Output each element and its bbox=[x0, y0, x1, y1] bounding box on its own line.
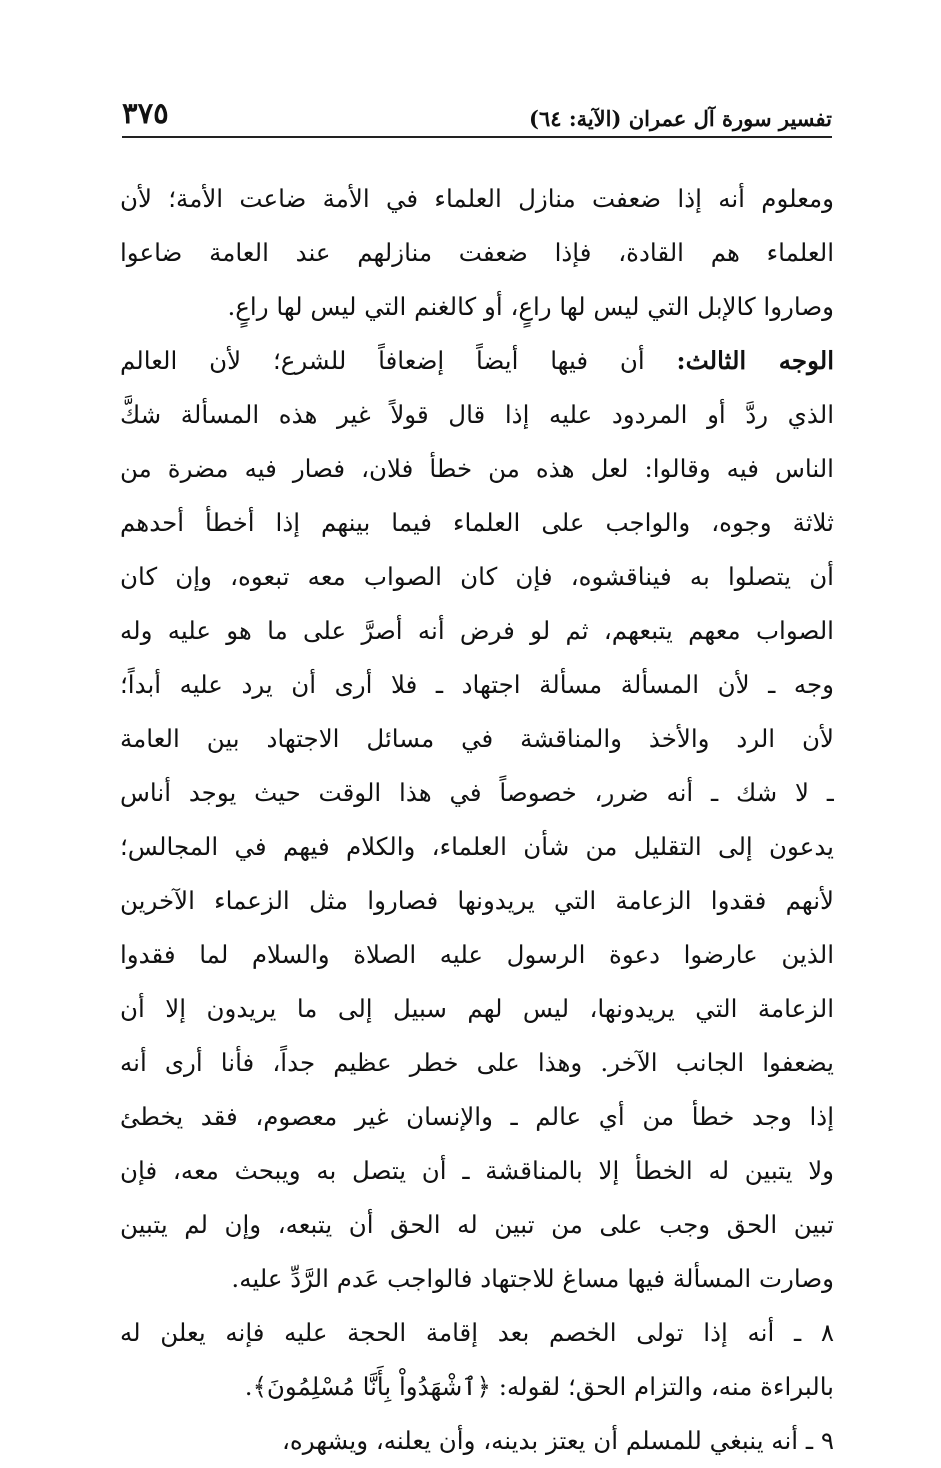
text-line: تبين الحق وجب على من تبين له الحق أن يتبعه، وإن لم يتبين bbox=[120, 1210, 834, 1239]
text-line: أن يتصلوا به فيناقشوه، فإن كان الصواب معه تبعوه، وإن كان bbox=[120, 562, 834, 591]
text-line: يدعون إلى التقليل من شأن العلماء، والكلام فيهم في المجالس؛ bbox=[120, 832, 834, 861]
text-line: ٨ ـ أنه إذا تولى الخصم بعد إقامة الحجة عليه فإنه يعلن له bbox=[120, 1318, 834, 1347]
text-line: العلماء هم القادة، فإذا ضعفت منازلهم عند العامة ضاعوا bbox=[120, 238, 834, 267]
text-span: . bbox=[244, 1372, 253, 1401]
text-line: لأنهم فقدوا الزعامة التي يريدونها فصاروا مثل الزعماء الآخرين bbox=[120, 886, 834, 915]
text-line: الذي ردَّ أو المردود عليه إذا قال قولاً غير هذه المسألة شكَّ bbox=[120, 400, 834, 429]
page-number: ٣٧٥ bbox=[122, 96, 169, 130]
text-line: لأن الرد والأخذ والمناقشة في مسائل الاجتهاد بين العامة bbox=[120, 724, 834, 753]
text-line: ٩ ـ أنه ينبغي للمسلم أن يعتز بدينه، وأن يعلنه، ويشهره، bbox=[281, 1426, 834, 1455]
text-line: وجه ـ لأن المسألة مسألة اجتهاد ـ فلا أرى أن يرد عليه أبداً؛ bbox=[120, 670, 834, 699]
text-line: الصواب معهم يتبعهم، ثم لو فرض أنه أصرَّ على ما هو عليه وله bbox=[120, 616, 834, 645]
text-line bbox=[120, 1360, 834, 1414]
page-header bbox=[122, 92, 832, 138]
text-line: الذين عارضوا دعوة الرسول عليه الصلاة والسلام لما فقدوا bbox=[120, 940, 834, 969]
text-line: ومعلوم أنه إذا ضعفت منازل العلماء في الأمة ضاعت الأمة؛ لأن bbox=[120, 184, 834, 213]
section-heading: الوجه الثالث: bbox=[676, 346, 834, 375]
text-line: الناس فيه وقالوا: لعل هذه من خطأ فلان، فصار فيه مضرة من bbox=[120, 454, 834, 483]
text-line: ثلاثة وجوه، والواجب على العلماء فيما بينهم إذا أخطأ أحدهم bbox=[120, 508, 834, 537]
text-span: أن فيها أيضاً إضعافاً للشرع؛ لأن العالم bbox=[120, 346, 677, 375]
text-line: ولا يتبين له الخطأ إلا بالمناقشة ـ أن يتصل به ويبحث معه، فإن bbox=[120, 1156, 834, 1185]
text-span: بالبراءة منه، والتزام الحق؛ لقوله: bbox=[491, 1372, 834, 1401]
text-line: وصارت المسألة فيها مساغ للاجتهاد فالواجب عَدم الرَّدِّ عليه. bbox=[231, 1264, 834, 1293]
page-body bbox=[120, 172, 834, 1468]
text-line: ـ لا شك ـ أنه ضرر، خصوصاً في هذا الوقت حيث يوجد أناس bbox=[120, 778, 834, 807]
text-line: الزعامة التي يريدونها، ليس لهم سبيل إلى ما يريدون إلا أن bbox=[120, 994, 834, 1023]
quran-verse: ﴿ٱشْهَدُواْ بِأَنَّا مُسْلِمُونَ﴾ bbox=[252, 1372, 491, 1401]
running-title: تفسير سورة آل عمران (الآية: ٦٤) bbox=[529, 106, 832, 131]
text-line: وصاروا كالإبل التي ليس لها راعٍ، أو كالغنم التي ليس لها راعٍ. bbox=[227, 292, 834, 321]
text-line: إذا وجد خطأ من أي عالم ـ والإنسان غير معصوم، فقد يخطئ bbox=[120, 1102, 834, 1131]
text-line bbox=[120, 334, 834, 388]
text-line: يضعفوا الجانب الآخر. وهذا على خطر عظيم جداً، فأنا أرى أنه bbox=[120, 1048, 834, 1077]
